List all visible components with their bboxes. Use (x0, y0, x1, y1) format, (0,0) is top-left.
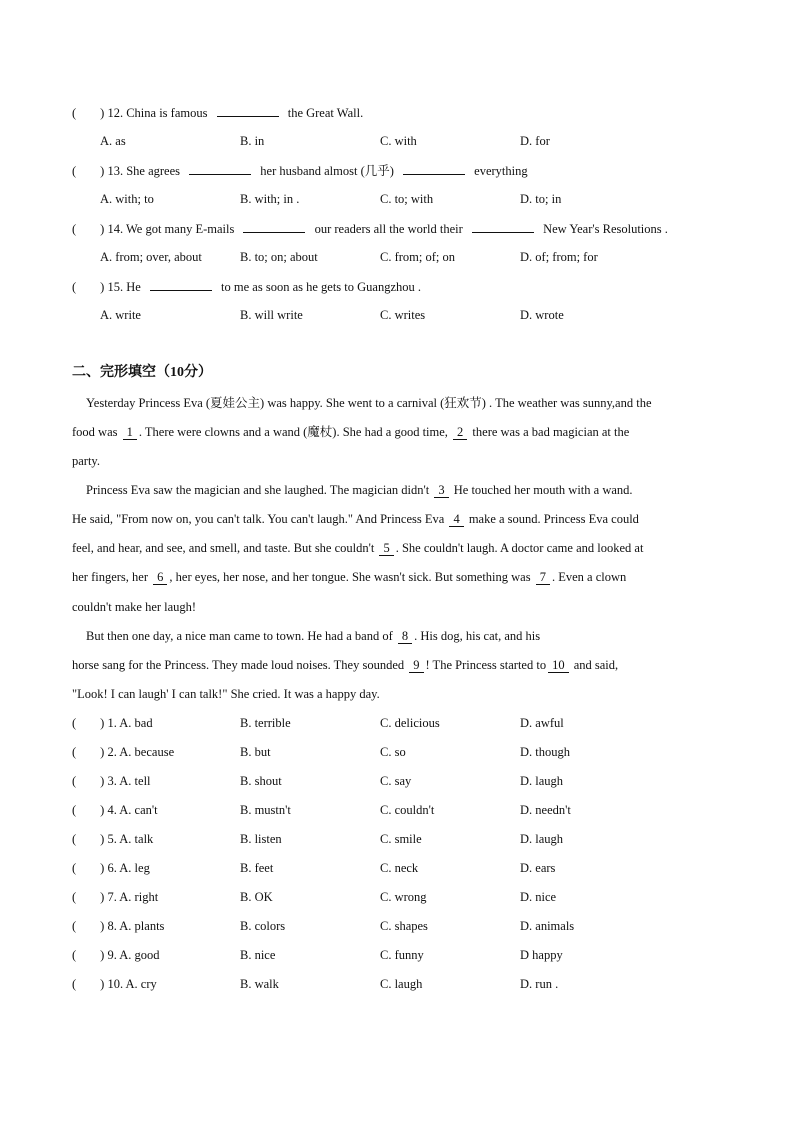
cloze-blank: 6 (153, 571, 167, 585)
answer-blank[interactable] (403, 162, 465, 175)
answer-blank[interactable] (150, 278, 212, 291)
cloze-question-row (72, 947, 160, 963)
option-b: B. OK (240, 890, 273, 904)
option-a: A. from; over, about (100, 250, 202, 264)
cloze-question-row (72, 715, 153, 731)
passage-line: "Look! I can laugh' I can talk!" She cried. It was a happy day. (72, 687, 380, 701)
option-c: C. so (380, 745, 406, 759)
option-b: B. will write (240, 308, 303, 322)
option-b: B. feet (240, 861, 274, 875)
option-c: C. funny (380, 948, 424, 962)
section-heading: 二、完形填空（10分） (72, 365, 212, 380)
cloze-blank: 4 (449, 513, 463, 527)
option-b: B. to; on; about (240, 250, 318, 264)
passage-line: food was 1 . There were clowns and a wand (魔杖). She had a good time, 2 there was a bad magician at the (72, 425, 630, 439)
option-d: D. wrote (520, 308, 564, 322)
cloze-question-row (72, 976, 157, 992)
cloze-blank: 8 (398, 630, 412, 644)
option-a: A. as (100, 134, 126, 148)
cloze-question-row (72, 889, 158, 905)
option-a: 8. A. plants (107, 919, 165, 933)
option-c: C. from; of; on (380, 250, 455, 264)
option-c: C. wrong (380, 890, 427, 904)
option-b: B. mustn't (240, 803, 291, 817)
answer-paren: ( ) (72, 280, 105, 294)
answer-blank[interactable] (243, 220, 305, 233)
answer-paren: ( ) (72, 890, 105, 904)
question-12 (72, 104, 363, 121)
option-c: C. to; with (380, 192, 434, 206)
question-text: 12. China is famous (107, 106, 208, 120)
cloze-blank: 7 (536, 571, 550, 585)
cloze-blank: 9 (409, 659, 423, 673)
question-text-continued: the Great Wall. (287, 106, 364, 120)
option-b: B. shout (240, 774, 282, 788)
question-14 (72, 220, 668, 237)
question-13 (72, 162, 528, 179)
option-c: C. writes (380, 308, 426, 322)
option-a: 9. A. good (107, 948, 160, 962)
passage-line: couldn't make her laugh! (72, 600, 197, 614)
cloze-blank: 3 (434, 484, 448, 498)
option-d: D. to; in (520, 192, 562, 206)
answer-paren: ( ) (72, 861, 105, 875)
cloze-question-row (72, 773, 151, 789)
question-text: 14. We got many E-mails (107, 222, 235, 236)
passage-line: feel, and hear, and see, and smell, and taste. But she couldn't 5 . She couldn't laugh. A doctor came and looked at (72, 541, 644, 555)
cloze-blank: 10 (548, 659, 569, 673)
cloze-blank: 5 (379, 542, 393, 556)
option-a: 7. A. right (107, 890, 159, 904)
option-a: 5. A. talk (107, 832, 154, 846)
answer-blank[interactable] (217, 104, 279, 117)
passage-line: Princess Eva saw the magician and she laughed. The magician didn't 3 He touched her mouth with a wand. (86, 483, 633, 497)
option-c: C. smile (380, 832, 422, 846)
option-b: B. in (240, 134, 265, 148)
option-d: D. awful (520, 716, 564, 730)
option-d: D. needn't (520, 803, 571, 817)
option-b: B. but (240, 745, 271, 759)
option-c: C. say (380, 774, 412, 788)
answer-paren: ( ) (72, 106, 105, 120)
passage-line: Yesterday Princess Eva (夏娃公主) was happy. She went to a carnival (狂欢节) . The weather was sunny,and the (86, 396, 652, 410)
question-text: 15. He (107, 280, 141, 294)
option-b: B. nice (240, 948, 276, 962)
answer-paren: ( ) (72, 948, 105, 962)
option-d: D. animals (520, 919, 575, 933)
option-a: 2. A. because (107, 745, 175, 759)
option-d: D. though (520, 745, 570, 759)
option-d: D. run . (520, 977, 559, 991)
passage-line: horse sang for the Princess. They made loud noises. They sounded 9 ! The Princess started to 10 and said, (72, 658, 619, 672)
cloze-blank: 2 (453, 426, 467, 440)
option-c: C. couldn't (380, 803, 435, 817)
option-a: 3. A. tell (107, 774, 151, 788)
option-d: D. laugh (520, 774, 564, 788)
answer-paren: ( ) (72, 803, 105, 817)
question-15 (72, 278, 421, 295)
option-a: 4. A. can't (107, 803, 158, 817)
passage-line: But then one day, a nice man came to town. He had a band of 8 . His dog, his cat, and his (86, 629, 541, 643)
question-text-continued: her husband almost (几乎) (260, 164, 394, 178)
answer-paren: ( ) (72, 716, 105, 730)
option-c: C. laugh (380, 977, 423, 991)
answer-paren: ( ) (72, 164, 105, 178)
option-d: D happy (520, 948, 563, 962)
answer-paren: ( ) (72, 222, 105, 236)
option-d: D. of; from; for (520, 250, 598, 264)
question-text-tail: everything (474, 164, 528, 178)
cloze-blank: 1 (123, 426, 137, 440)
option-a: 10. A. cry (107, 977, 157, 991)
answer-paren: ( ) (72, 832, 105, 846)
option-c: C. delicious (380, 716, 440, 730)
passage-line: He said, "From now on, you can't talk. You can't laugh." And Princess Eva 4 make a sound. Princess Eva could (72, 512, 639, 526)
question-text-continued: to me as soon as he gets to Guangzhou . (221, 280, 422, 294)
question-text: 13. She agrees (107, 164, 181, 178)
option-a: 6. A. leg (107, 861, 150, 875)
option-c: C. neck (380, 861, 419, 875)
answer-paren: ( ) (72, 977, 105, 991)
passage-line: party. (72, 454, 100, 468)
option-d: D. for (520, 134, 550, 148)
option-c: C. with (380, 134, 417, 148)
cloze-question-row (72, 744, 174, 760)
option-a: A. with; to (100, 192, 154, 206)
option-b: B. terrible (240, 716, 291, 730)
cloze-question-row (72, 831, 153, 847)
option-b: B. listen (240, 832, 282, 846)
option-d: D. nice (520, 890, 557, 904)
option-b: B. colors (240, 919, 286, 933)
cloze-question-row (72, 918, 164, 934)
option-d: D. laugh (520, 832, 564, 846)
answer-blank[interactable] (472, 220, 534, 233)
cloze-question-row (72, 802, 158, 818)
option-b: B. walk (240, 977, 279, 991)
answer-blank[interactable] (189, 162, 251, 175)
option-b: B. with; in . (240, 192, 300, 206)
answer-paren: ( ) (72, 774, 105, 788)
answer-paren: ( ) (72, 745, 105, 759)
question-text-tail: New Year's Resolutions . (543, 222, 668, 236)
option-c: C. shapes (380, 919, 428, 933)
answer-paren: ( ) (72, 919, 105, 933)
passage-line: her fingers, her 6 , her eyes, her nose, and her tongue. She wasn't sick. But something was 7 . Even a clown (72, 570, 627, 584)
cloze-question-row (72, 860, 150, 876)
question-text-continued: our readers all the world their (314, 222, 463, 236)
option-a: A. write (100, 308, 141, 322)
option-d: D. ears (520, 861, 556, 875)
option-a: 1. A. bad (107, 716, 153, 730)
